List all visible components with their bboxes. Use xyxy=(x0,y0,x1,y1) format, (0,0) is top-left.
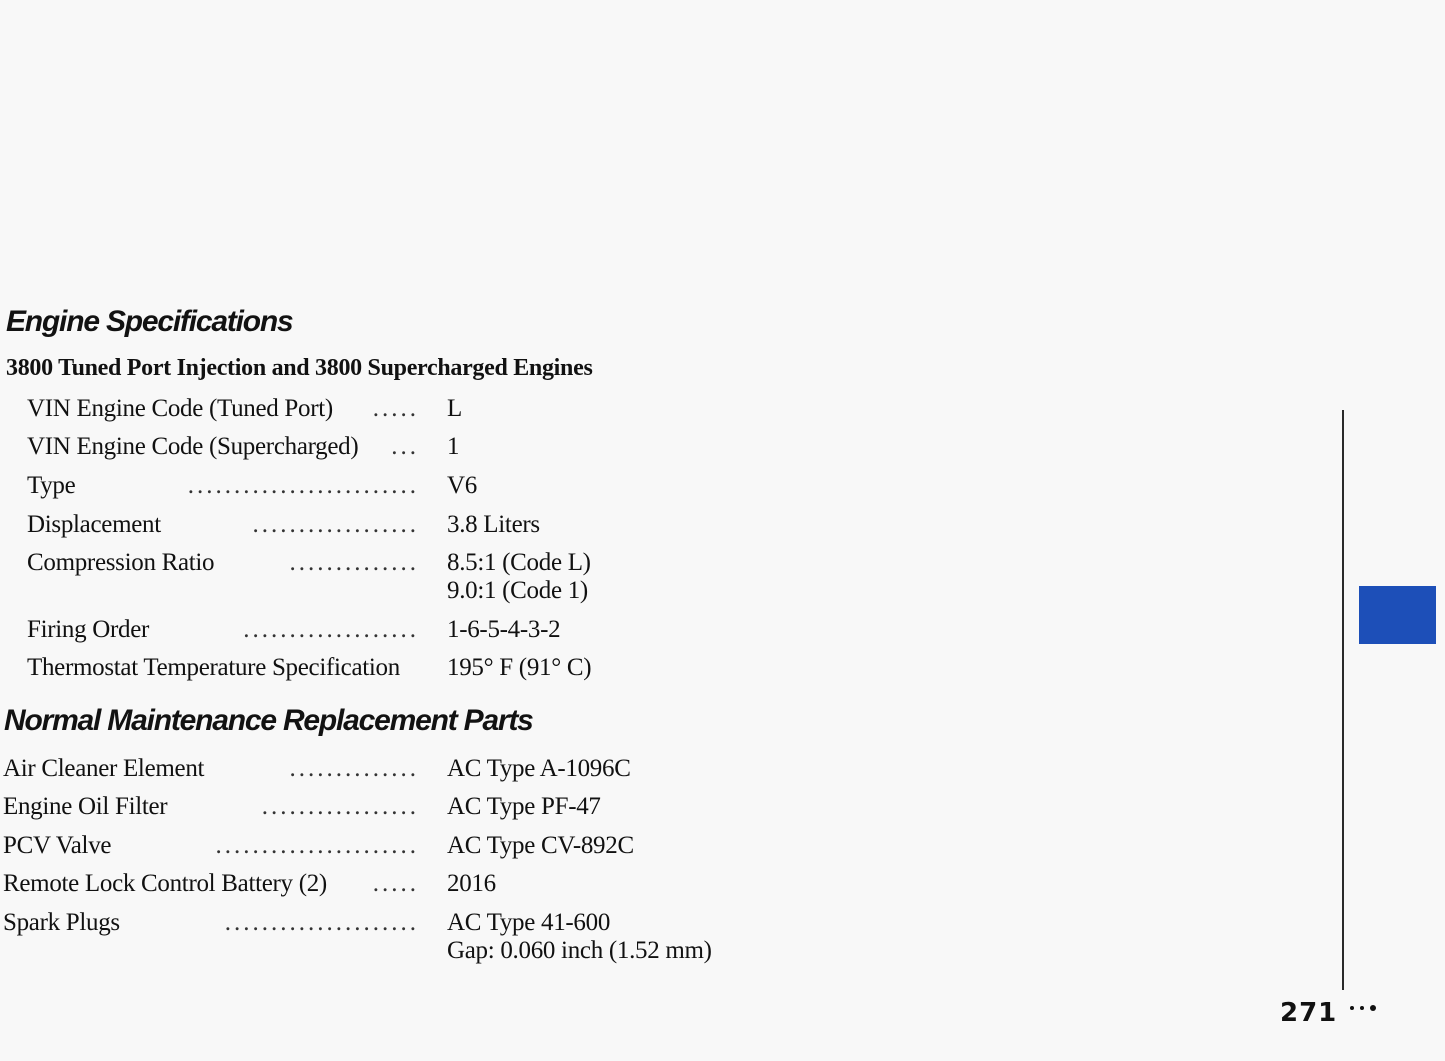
dot-leader: ..... xyxy=(372,870,419,897)
spec-value xyxy=(447,654,591,682)
part-row xyxy=(3,870,419,898)
spec-row xyxy=(27,654,427,682)
part-label: Remote Lock Control Battery (2) xyxy=(3,870,327,897)
part-label: PCV Valve xyxy=(3,832,112,859)
dot-leader: ... xyxy=(391,433,419,460)
engine-specifications-heading: Engine Specifications xyxy=(6,305,293,338)
spec-value-line: 3.8 Liters xyxy=(447,511,540,538)
part-row xyxy=(3,755,419,783)
spec-row xyxy=(27,472,419,500)
margin-rule xyxy=(1342,410,1344,990)
part-value-line: Gap: 0.060 inch (1.52 mm) xyxy=(447,937,712,964)
dot-leader: ..... xyxy=(372,395,419,422)
spec-value xyxy=(447,511,540,539)
part-value-line: AC Type 41-600 xyxy=(447,909,611,936)
dot-leader: ................... xyxy=(243,616,419,643)
spec-value-line: 195° F (91° C) xyxy=(447,654,592,681)
spec-value-line: L xyxy=(447,395,462,422)
spec-label: VIN Engine Code (Supercharged) xyxy=(27,433,359,460)
dot-leader: ......................... xyxy=(187,472,419,499)
page-dots-ornament xyxy=(1350,1006,1376,1011)
dot-leader: .............. xyxy=(289,549,419,576)
spec-value xyxy=(447,549,591,605)
spec-row xyxy=(27,616,419,644)
part-row xyxy=(3,832,419,860)
part-row xyxy=(3,793,419,821)
dot-leader: .............. xyxy=(289,755,419,782)
spec-row xyxy=(27,433,419,461)
spec-row xyxy=(27,549,419,577)
engine-subheading: 3800 Tuned Port Injection and 3800 Supercharged Engines xyxy=(6,355,593,381)
part-value xyxy=(447,755,631,783)
dot-leader: ..................... xyxy=(224,909,419,936)
part-value-line: 2016 xyxy=(447,870,496,897)
dot-leader: .................. xyxy=(252,511,419,538)
spec-value-line: 8.5:1 (Code L) xyxy=(447,549,591,576)
part-value xyxy=(447,832,634,860)
part-value-line: AC Type A-1096C xyxy=(447,755,631,782)
part-label: Spark Plugs xyxy=(3,909,120,936)
dot xyxy=(1350,1006,1354,1010)
spec-row xyxy=(27,511,419,539)
page-number: 271 xyxy=(1280,998,1338,1028)
spec-label: Firing Order xyxy=(27,616,150,643)
part-row xyxy=(3,909,419,937)
part-value-line: AC Type CV-892C xyxy=(447,832,634,859)
part-value xyxy=(447,870,496,898)
spec-value-line: 1 xyxy=(447,433,460,460)
part-value xyxy=(447,793,601,821)
part-label: Engine Oil Filter xyxy=(3,793,168,820)
spec-label: Displacement xyxy=(27,511,161,538)
spec-label: Compression Ratio xyxy=(27,549,215,576)
part-value xyxy=(447,909,712,965)
dot xyxy=(1360,1006,1364,1010)
spec-value xyxy=(447,395,462,423)
dot xyxy=(1370,1005,1376,1011)
section-tab-marker xyxy=(1359,586,1436,644)
spec-value xyxy=(447,433,459,461)
spec-value-line: 9.0:1 (Code 1) xyxy=(447,577,588,604)
spec-value xyxy=(447,616,560,644)
spec-label: Type xyxy=(27,472,76,499)
part-label: Air Cleaner Element xyxy=(3,755,205,782)
spec-value-line: 1-6-5-4-3-2 xyxy=(447,616,561,643)
dot-leader: ...................... xyxy=(215,832,419,859)
spec-value-line: V6 xyxy=(447,472,477,499)
spec-label: VIN Engine Code (Tuned Port) xyxy=(27,395,333,422)
spec-row xyxy=(27,395,419,423)
maintenance-parts-heading: Normal Maintenance Replacement Parts xyxy=(4,704,533,737)
spec-value xyxy=(447,472,477,500)
part-value-line: AC Type PF-47 xyxy=(447,793,601,820)
dot-leader: ................. xyxy=(261,793,419,820)
spec-label: Thermostat Temperature Specification xyxy=(27,654,400,681)
